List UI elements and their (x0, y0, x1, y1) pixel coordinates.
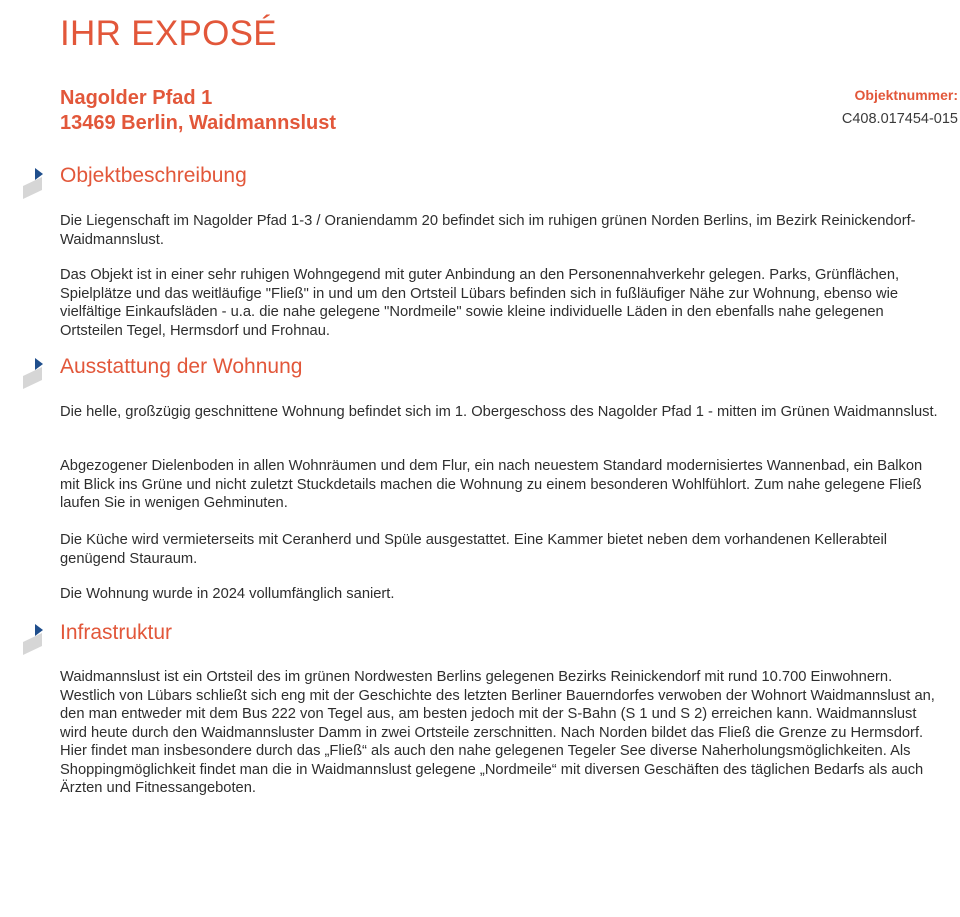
paragraph: Die Küche wird vermieterseits mit Ceranherd und Spüle ausgestattet. Eine Kammer bietet neben dem vorhandenen Kellerabteil genügend Stauraum. (60, 532, 888, 567)
paragraph: Waidmannslust ist ein Ortsteil des im grünen Nordwesten Berlins gelegenen Bezirks Reinickendorf mit rund 10.700 Einwohnern. Westlich von Lübars schließt sich eng mit der Geschichte des letzten Berliner Bauerndorfes verwoben der Wohnort Waidmannslust an, den man entweder mit dem Bus 222 von Tegel aus, am besten jedoch mit der S-Bahn (S 1 und S 2) erreichen kann. Waidmannslust wird heute durch den Waidmannsluster Damm in zwei Ortsteile zerschnitten. Nach Norden bildet das Fließ die Grenze zu Hermsdorf. Hier findet man insbesondere durch das „Fließ“ als auch den nahe gelegenen Tegeler See diverse Naherholungsmöglichkeiten. Als Shoppingmöglichkeit findet man die in Waidmannslust gelegene „Nordmeile“ mit diversen Geschäften des täglichen Bedarfs als auch Ärzten und Fitnessangeboten. (60, 669, 935, 796)
section-marker-icon (22, 356, 46, 390)
paragraph: Die Liegenschaft im Nagolder Pfad 1-3 / Oraniendamm 20 befindet sich im ruhigen grünen Norden Berlins, im Bezirk Reinickendorf-Waidmannslust. (60, 213, 916, 248)
paragraph: Die Wohnung wurde in 2024 vollumfänglich saniert. (60, 586, 395, 602)
section-heading-ausstattung: Ausstattung der Wohnung (60, 355, 303, 378)
paragraph: Die helle, großzügig geschnittene Wohnung befindet sich im 1. Obergeschoss des Nagolder Pfad 1 - mitten im Grünen Waidmannslust. (60, 404, 938, 420)
section-heading-objektbeschreibung: Objektbeschreibung (60, 164, 247, 187)
paragraph: Das Objekt ist in einer sehr ruhigen Wohngegend mit guter Anbindung an den Personennahverkehr gelegen. Parks, Grünflächen, Spielplätze und das weitläufige "Fließ" in und um den Ortsteil Lübars befinden sich in fußläufiger Nähe zur Wohnung, ebenso wie vielfältige Einkaufsläden - u.a. die nahe gelegene "Nordmeile" sowie kleine individuelle Läden in den ebenfalls nahe gelegenen Ortsteilen Tegel, Hermsdorf und Frohnau. (60, 267, 900, 339)
page-title: IHR EXPOSÉ (60, 14, 277, 53)
property-address (60, 86, 336, 136)
paragraph: Abgezogener Dielenboden in allen Wohnräumen und dem Flur, ein nach neuestem Standard modernisiertes Wannenbad, ein Balkon mit Blick ins Grüne und nicht zuletzt Stuckdetails machen die Wohnung zu einem besonderen Wohlfühlort. Zum nahe gelegene Fließ laufen Sie in wenigen Gehminuten. (60, 458, 923, 511)
section-marker-icon (22, 166, 46, 200)
street-line: Nagolder Pfad 1 (60, 87, 213, 109)
object-number-label: Objektnummer: (854, 87, 958, 103)
object-number-block (842, 86, 958, 130)
city-line: 13469 Berlin, Waidmannslust (60, 112, 337, 134)
section-marker-icon (22, 622, 46, 656)
section-heading-infrastruktur: Infrastruktur (60, 621, 173, 644)
object-number-value: C408.017454-015 (841, 111, 958, 127)
